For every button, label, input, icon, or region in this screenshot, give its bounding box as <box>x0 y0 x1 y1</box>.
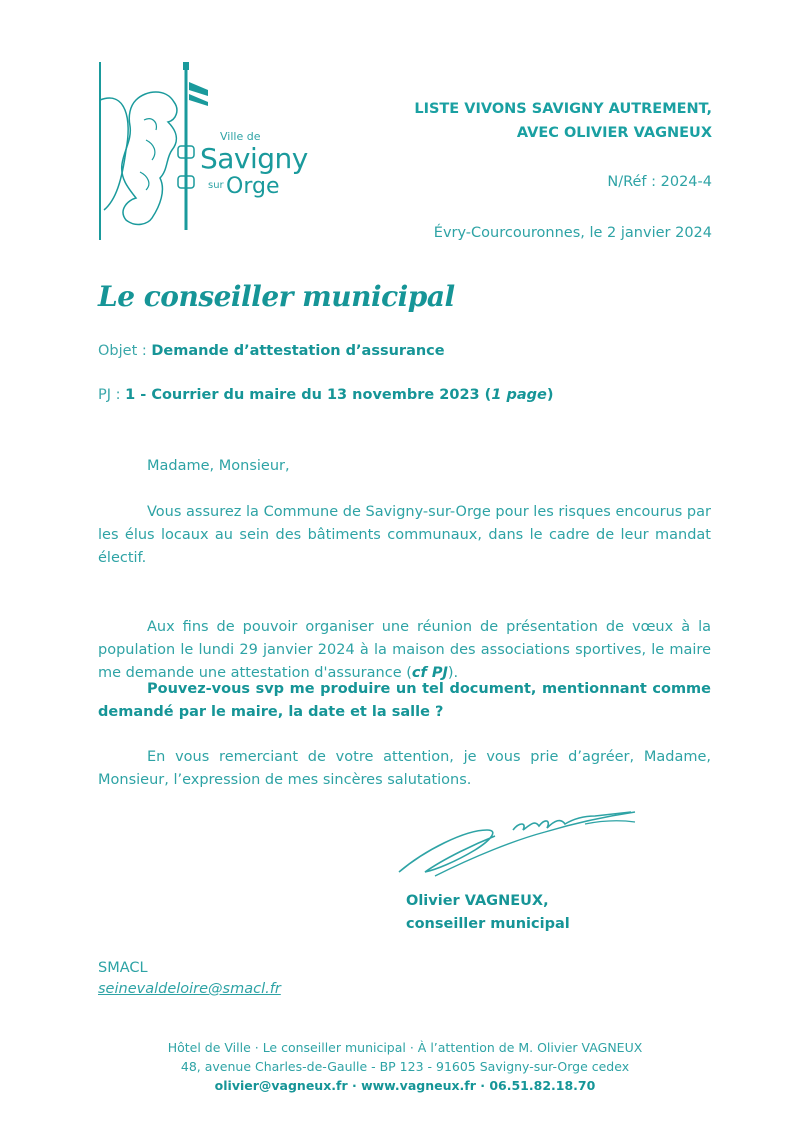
recipient-block <box>98 958 281 1000</box>
attachment-value-end: ) <box>546 387 554 403</box>
sender-list-title-line1: LISTE VIVONS SAVIGNY AUTREMENT, <box>414 101 712 117</box>
reference-number: N/Réf : 2024-4 <box>607 174 712 190</box>
place-and-date: Évry-Courcouronnes, le 2 janvier 2024 <box>433 225 712 241</box>
recipient-email-link[interactable]: seinevaldeloire@smacl.fr <box>98 981 281 997</box>
signer-block <box>406 890 570 936</box>
city-logo <box>96 60 308 242</box>
subject-label: Objet : <box>98 343 152 359</box>
paragraph-question: Pouvez-vous svp me produire un tel document, mentionnant comme demandé par le maire, la date et la salle ? <box>98 681 711 720</box>
logo-ville-de: Ville de <box>220 130 261 143</box>
paragraph-request-ref: cf PJ <box>411 665 448 681</box>
paragraph-insurance: Vous assurez la Commune de Savigny-sur-Orge pour les risques encourus par les élus locaux au sein des bâtiments communaux, dans le cadre de leur mandat électif. <box>98 504 711 566</box>
attachment-pages: 1 page <box>491 387 547 403</box>
paragraph-request-text: Aux fins de pouvoir organiser une réunion de présentation de vœux à la population le lundi 29 janvier 2024 à la maison des associations sportives, le maire me demande une attestation d'assurance ( <box>98 619 711 681</box>
footer <box>0 1038 810 1095</box>
recipient-name: SMACL <box>98 960 148 976</box>
logo-orge: Orge <box>226 174 280 199</box>
paragraph-request-end: ). <box>447 665 459 681</box>
footer-address-line1: Hôtel de Ville · Le conseiller municipal · À l’attention de M. Olivier VAGNEUX <box>167 1040 643 1055</box>
attachment-value: 1 - Courrier du maire du 13 novembre 2023 ( <box>125 387 492 403</box>
footer-contact-line: olivier@vagneux.fr · www.vagneux.fr · 06.51.82.18.70 <box>214 1078 596 1093</box>
sender-list-title-line2: AVEC OLIVIER VAGNEUX <box>516 125 712 141</box>
subject-value: Demande d’attestation d’assurance <box>151 343 445 359</box>
attachment-label: PJ : <box>98 387 126 403</box>
closing-formula: En vous remerciant de votre attention, je vous prie d’agréer, Madame, Monsieur, l’expression de mes sincères salutations. <box>98 749 711 788</box>
signer-name: Olivier VAGNEUX, <box>406 893 549 909</box>
footer-address-line2: 48, avenue Charles-de-Gaulle - BP 123 - 91605 Savigny-sur-Orge cedex <box>180 1059 630 1074</box>
signature-icon <box>395 800 645 880</box>
logo-savigny: Savigny <box>200 142 308 175</box>
attachment-line <box>98 387 553 403</box>
sender-list-title <box>414 97 712 145</box>
letterhead-title: Le conseiller municipal <box>98 280 455 313</box>
handwritten-signature <box>395 800 645 880</box>
paragraph-request-context <box>98 616 711 685</box>
logo-sur: sur <box>208 180 224 191</box>
salutation: Madame, Monsieur, <box>147 458 290 474</box>
signer-role: conseiller municipal <box>406 916 570 932</box>
subject-line <box>98 343 445 359</box>
